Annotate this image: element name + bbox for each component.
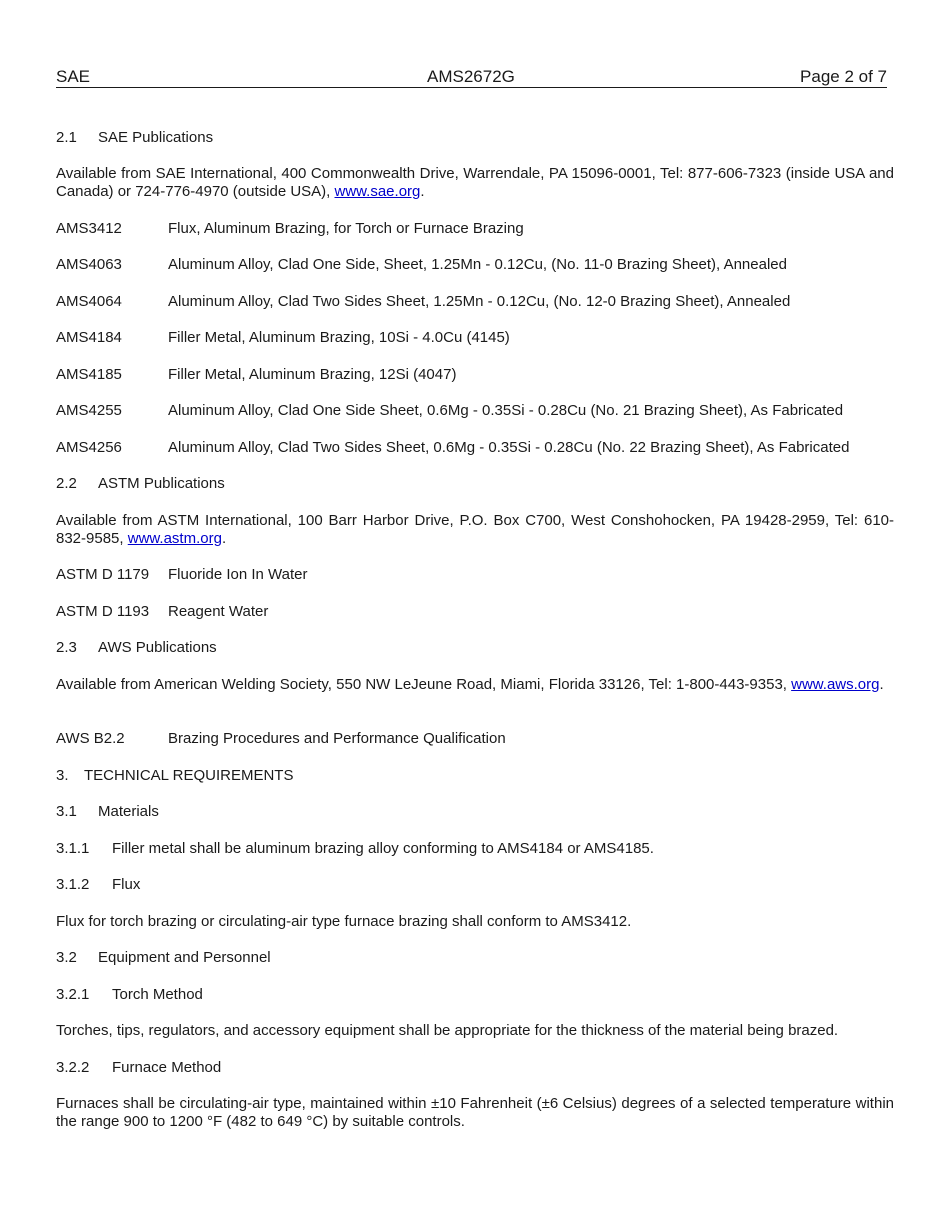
ref-code: AMS4256	[56, 439, 122, 456]
section-number: 2.3	[56, 639, 77, 656]
section-number: 3.2.1	[56, 986, 90, 1003]
ref-code: ASTM D 1179	[56, 566, 150, 583]
ref-desc: Aluminum Alloy, Clad One Side Sheet, 0.6Mg - 0.35Si - 0.28Cu (No. 21 Brazing Sheet), As Fabricated	[168, 402, 844, 419]
ref-code: AMS4185	[56, 366, 122, 383]
ref-code: AMS4184	[56, 329, 122, 346]
section-2-1-heading	[56, 129, 894, 147]
section-3-2-2-text: Furnaces shall be circulating-air type, maintained within ±10 Fahrenheit (±6 Celsius) degrees of a selected temperature within the range 900 to 1200 °F (482 to 649 °C) by suitable controls.	[56, 1095, 894, 1130]
section-2-3-heading	[56, 639, 894, 657]
section-3-2-2-heading	[56, 1059, 894, 1077]
ref-row	[56, 220, 894, 238]
section-2-2-heading	[56, 475, 894, 493]
section-title: ASTM Publications	[98, 475, 225, 492]
section-3-1-heading	[56, 803, 894, 821]
section-title: Furnace Method	[112, 1059, 222, 1076]
header-page-number: Page 2 of 7	[800, 67, 887, 86]
section-title: TECHNICAL REQUIREMENTS	[84, 767, 294, 784]
ref-desc: Fluoride Ion In Water	[168, 566, 308, 583]
section-3-2-1-text: Torches, tips, regulators, and accessory equipment shall be appropriate for the thickness of the material being brazed.	[56, 1022, 839, 1039]
ref-desc: Reagent Water	[168, 603, 269, 620]
section-text: Filler metal shall be aluminum brazing alloy conforming to AMS4184 or AMS4185.	[112, 840, 654, 857]
astm-link[interactable]: www.astm.org	[127, 530, 222, 547]
section-number: 2.1	[56, 129, 77, 146]
ref-desc: Brazing Procedures and Performance Qualification	[168, 730, 506, 747]
ref-code: AMS4255	[56, 402, 122, 419]
section-number: 3.1.2	[56, 876, 90, 893]
section-2-3-availability: Available from American Welding Society, 550 NW LeJeune Road, Miami, Florida 33126, Tel: 1-800-443-9353, www.aws.org.	[56, 676, 884, 693]
ref-code: AMS4064	[56, 293, 122, 310]
ref-row	[56, 439, 894, 457]
section-3-heading	[56, 767, 894, 785]
section-title: Flux	[112, 876, 141, 893]
ref-row	[56, 256, 894, 274]
ref-code: AWS B2.2	[56, 730, 125, 747]
section-number: 2.2	[56, 475, 77, 492]
ref-desc: Aluminum Alloy, Clad Two Sides Sheet, 0.6Mg - 0.35Si - 0.28Cu (No. 22 Brazing Sheet), As Fabricated	[168, 439, 850, 456]
section-number: 3.	[56, 767, 69, 784]
ref-code: AMS4063	[56, 256, 122, 273]
ref-row	[56, 329, 894, 347]
section-2-1-availability: Available from SAE International, 400 Commonwealth Drive, Warrendale, PA 15096-0001, Tel: 877-606-7323 (inside USA and Canada) or 724-776-4970 (outside USA), www.sae.org.	[56, 165, 894, 200]
section-title: SAE Publications	[98, 129, 214, 146]
section-number: 3.2	[56, 949, 77, 966]
section-number: 3.1	[56, 803, 77, 820]
ref-row	[56, 366, 894, 384]
ref-desc: Filler Metal, Aluminum Brazing, 12Si (4047)	[168, 366, 457, 383]
section-3-2-heading	[56, 949, 894, 967]
sae-link[interactable]: www.sae.org	[334, 183, 421, 200]
section-number: 3.1.1	[56, 840, 90, 857]
section-title: AWS Publications	[98, 639, 217, 656]
ref-code: ASTM D 1193	[56, 603, 150, 620]
section-title: Torch Method	[112, 986, 203, 1003]
section-3-2-1-heading	[56, 986, 894, 1004]
ref-desc: Aluminum Alloy, Clad One Side, Sheet, 1.25Mn - 0.12Cu, (No. 11-0 Brazing Sheet), Annealed	[168, 256, 787, 273]
section-3-1-2-text: Flux for torch brazing or circulating-air type furnace brazing shall conform to AMS3412.	[56, 913, 632, 930]
header-org: SAE	[56, 67, 91, 86]
header-doc-id: AMS2672G	[427, 67, 515, 86]
page-header	[56, 67, 887, 88]
section-3-1-2-heading	[56, 876, 894, 894]
aws-link[interactable]: www.aws.org	[791, 676, 880, 693]
ref-desc: Flux, Aluminum Brazing, for Torch or Furnace Brazing	[168, 220, 524, 237]
section-title: Materials	[98, 803, 159, 820]
ref-row	[56, 730, 894, 748]
ref-desc: Aluminum Alloy, Clad Two Sides Sheet, 1.25Mn - 0.12Cu, (No. 12-0 Brazing Sheet), Annealed	[168, 293, 791, 310]
section-2-2-availability: Available from ASTM International, 100 Barr Harbor Drive, P.O. Box C700, West Conshohocken, PA 19428-2959, Tel: 610-832-9585, www.astm.org.	[56, 512, 894, 547]
ref-desc: Filler Metal, Aluminum Brazing, 10Si - 4.0Cu (4145)	[168, 329, 510, 346]
ref-row	[56, 566, 894, 584]
section-title: Equipment and Personnel	[98, 949, 271, 966]
ref-row	[56, 603, 894, 621]
section-3-1-1	[56, 840, 894, 858]
ref-row	[56, 402, 894, 420]
section-number: 3.2.2	[56, 1059, 90, 1076]
ref-code: AMS3412	[56, 220, 122, 237]
ref-row	[56, 293, 894, 311]
